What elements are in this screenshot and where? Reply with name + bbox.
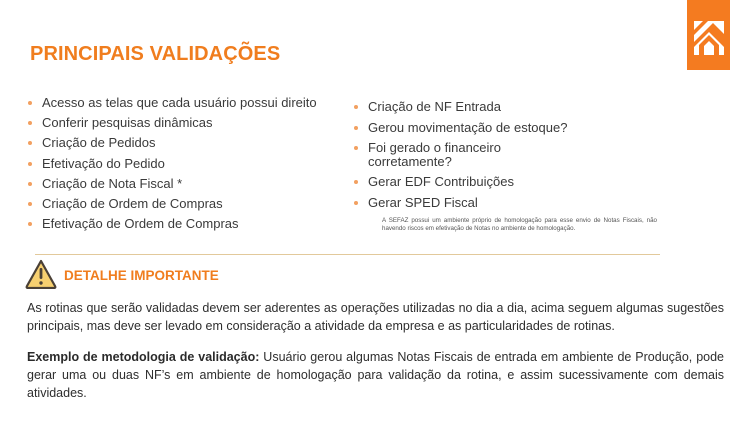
list-item: Gerou movimentação de estoque? bbox=[354, 120, 529, 136]
list-item: Criação de Nota Fiscal * bbox=[28, 176, 317, 192]
list-item: Criação de NF Entrada bbox=[354, 99, 529, 115]
important-paragraph: As rotinas que serão validadas devem ser aderentes as operações utilizadas no dia a dia, acima seguem algumas sugestões principais, mas deve ser levado em consideração a atividade da empresa e as particularidades de rotinas. bbox=[27, 301, 724, 333]
warning-icon bbox=[25, 259, 57, 289]
divider bbox=[35, 254, 660, 255]
house-roof-logo-icon bbox=[694, 21, 724, 55]
example-paragraph bbox=[27, 348, 724, 402]
example-text: Usuário gerou algumas Notas Fiscais de entrada em ambiente de Produção, pode gerar uma ou duas NF’s em ambiente de homologação para validação da rotina, e assim sucessivamente com demais atividades. bbox=[27, 350, 725, 400]
list-item: Foi gerado o financeiro corretamente? bbox=[354, 141, 529, 169]
list-item: Efetivação do Pedido bbox=[28, 156, 317, 172]
example-label: Exemplo de metodologia de validação: bbox=[27, 350, 260, 364]
list-item: Criação de Pedidos bbox=[28, 135, 317, 151]
list-item: Efetivação de Ordem de Compras bbox=[28, 216, 317, 232]
list-item: Gerar EDF Contribuições bbox=[354, 174, 529, 190]
list-item: Acesso as telas que cada usuário possui direito bbox=[28, 95, 317, 111]
sefaz-note: A SEFAZ possui um ambiente próprio de homologação para esse envio de Notas Fiscais, não havendo riscos em efetivação de Notas no ambiente de homologação. bbox=[382, 217, 657, 232]
company-logo bbox=[687, 0, 730, 70]
left-validation-list bbox=[28, 95, 317, 236]
list-item: Criação de Ordem de Compras bbox=[28, 196, 317, 212]
right-validation-list bbox=[354, 99, 568, 216]
important-section-title: DETALHE IMPORTANTE bbox=[64, 268, 219, 283]
page-title: PRINCIPAIS VALIDAÇÕES bbox=[30, 43, 281, 65]
list-item: Conferir pesquisas dinâmicas bbox=[28, 115, 317, 131]
list-item: Gerar SPED Fiscal bbox=[354, 195, 529, 211]
